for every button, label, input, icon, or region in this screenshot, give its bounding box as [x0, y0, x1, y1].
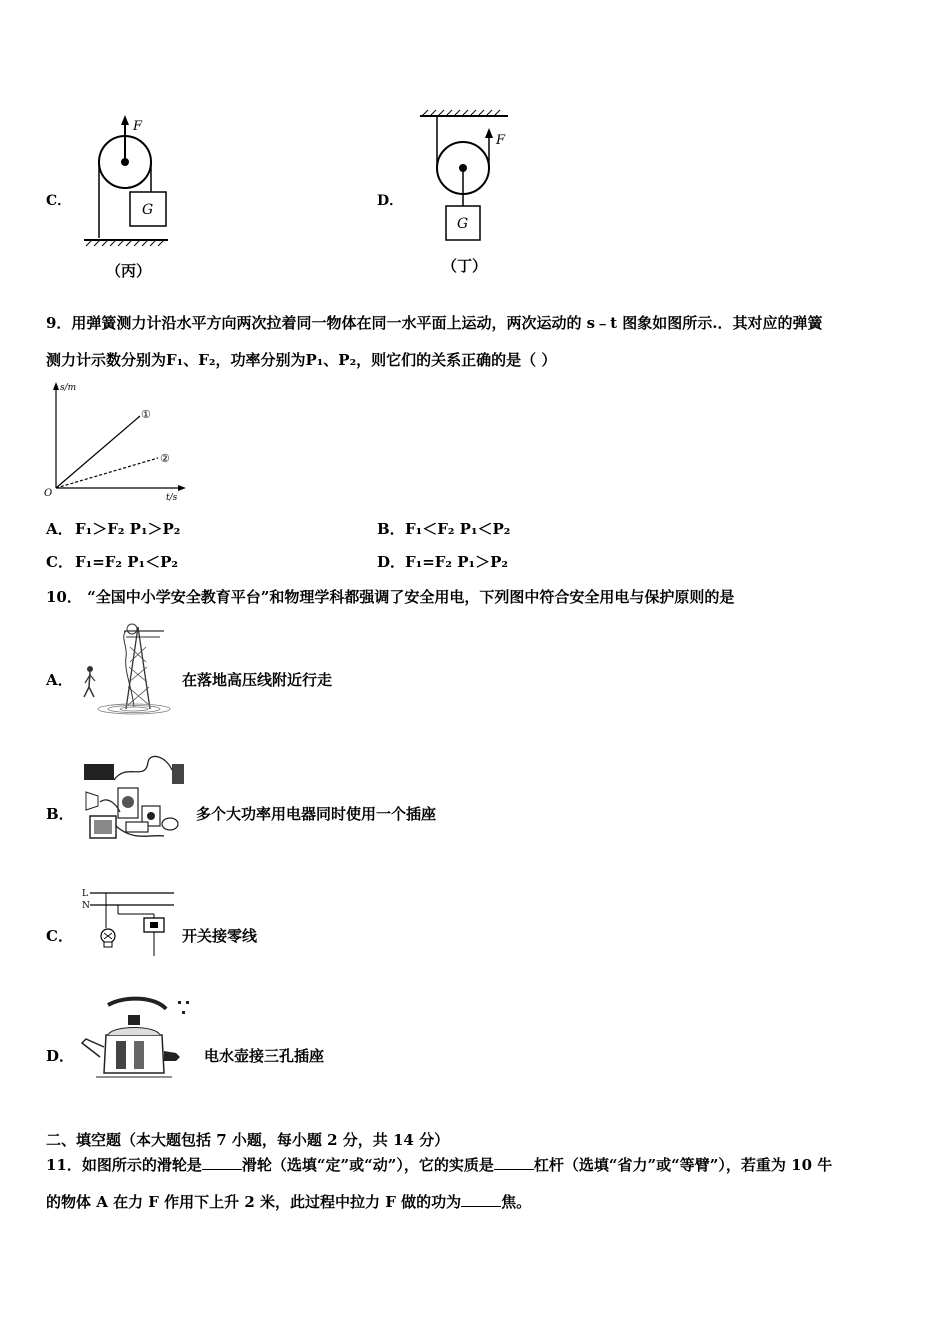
q11-blank-3[interactable] [461, 1192, 501, 1207]
q9-option-d-label: D． [377, 553, 406, 571]
q9-stem-line1: 9．用弹簧测力计沿水平方向两次拉着同一物体在同一水平面上运动，两次运动的 s﹣t 图象如图所示.．其对应的弹簧 [46, 314, 823, 332]
graph-line-2-tag: ② [160, 452, 170, 465]
q9-stem-line2: 测力计示数分别为F₁、F₂，功率分别为P₁、P₂，则它们的关系正确的是（ ） [46, 351, 557, 369]
q10-option-b: 多个大功率用电器同时使用一个插座 [196, 805, 437, 823]
q11-line1 [46, 1154, 832, 1175]
q11-line2 [46, 1191, 531, 1212]
q11-part3: 杠杆（选填“省力”或“等臂”），若重为 10 牛 [533, 1156, 833, 1174]
q9-option-c-label: C． [46, 553, 73, 571]
graph-line-1 [56, 416, 140, 488]
q11-part1: 11．如图所示的滑轮是 [46, 1156, 202, 1174]
q10-option-d-label: D． [46, 1047, 75, 1065]
pulley-figure-c [78, 110, 178, 290]
wire-l-label: L [82, 889, 88, 899]
graph-y-label: s/m [60, 383, 77, 393]
electric-kettle-image [76, 995, 196, 1087]
q9-option-a-label: A． [46, 520, 73, 538]
weight-label-d: G [457, 216, 469, 232]
q9-option-b-label: B． [377, 520, 405, 538]
high-voltage-tower-image [76, 617, 176, 717]
q10-option-c: 开关接零线 [182, 927, 258, 945]
q10-stem: 10． “全国中小学安全教育平台”和物理学科都强调了安全用电，下列图中符合安全用电与保护原则的是 [46, 588, 735, 606]
weight-label-c: G [142, 202, 154, 218]
caption-d: （丁） [442, 257, 488, 275]
q9-option-a: F₁＞F₂ P₁＞P₂ [75, 520, 181, 538]
q9-st-graph [40, 378, 190, 503]
q10-option-c-label: C． [46, 927, 73, 945]
q10-option-d: 电水壶接三孔插座 [204, 1047, 325, 1065]
q11-part4: 的物体 A 在力 F 作用下上升 2 米，此过程中拉力 F 做的功为 [46, 1193, 462, 1211]
q10-option-b-label: B． [46, 805, 74, 823]
q9-option-c: F₁=F₂ P₁＜P₂ [75, 553, 178, 571]
q8-option-c-label: C． [46, 193, 72, 209]
graph-line-2 [56, 458, 158, 488]
q10-option-a: 在落地高压线附近行走 [182, 671, 333, 689]
multiple-appliances-image [76, 752, 188, 844]
force-label-d: F [496, 133, 506, 148]
graph-origin: O [44, 488, 53, 499]
force-label-c: F [133, 119, 143, 134]
section-2-heading: 二、填空题（本大题包括 7 小题，每小题 2 分，共 14 分） [46, 1131, 450, 1149]
q8-option-d-label: D． [377, 193, 404, 209]
q10-option-a-label: A． [46, 671, 73, 689]
q9-option-d: F₁=F₂ P₁＞P₂ [405, 553, 508, 571]
switch-on-neutral-circuit [78, 884, 178, 964]
q11-part2: 滑轮（选填“定”或“动”），它的实质是 [241, 1156, 494, 1174]
wire-n-label: N [82, 901, 90, 911]
q9-option-b: F₁＜F₂ P₁＜P₂ [405, 520, 511, 538]
q11-part5: 焦。 [501, 1193, 532, 1211]
caption-c: （丙） [106, 262, 152, 280]
q11-blank-1[interactable] [202, 1155, 242, 1170]
graph-x-label: t/s [166, 493, 178, 503]
pulley-figure-d [410, 108, 520, 283]
q11-blank-2[interactable] [494, 1155, 534, 1170]
graph-line-1-tag: ① [141, 408, 151, 421]
